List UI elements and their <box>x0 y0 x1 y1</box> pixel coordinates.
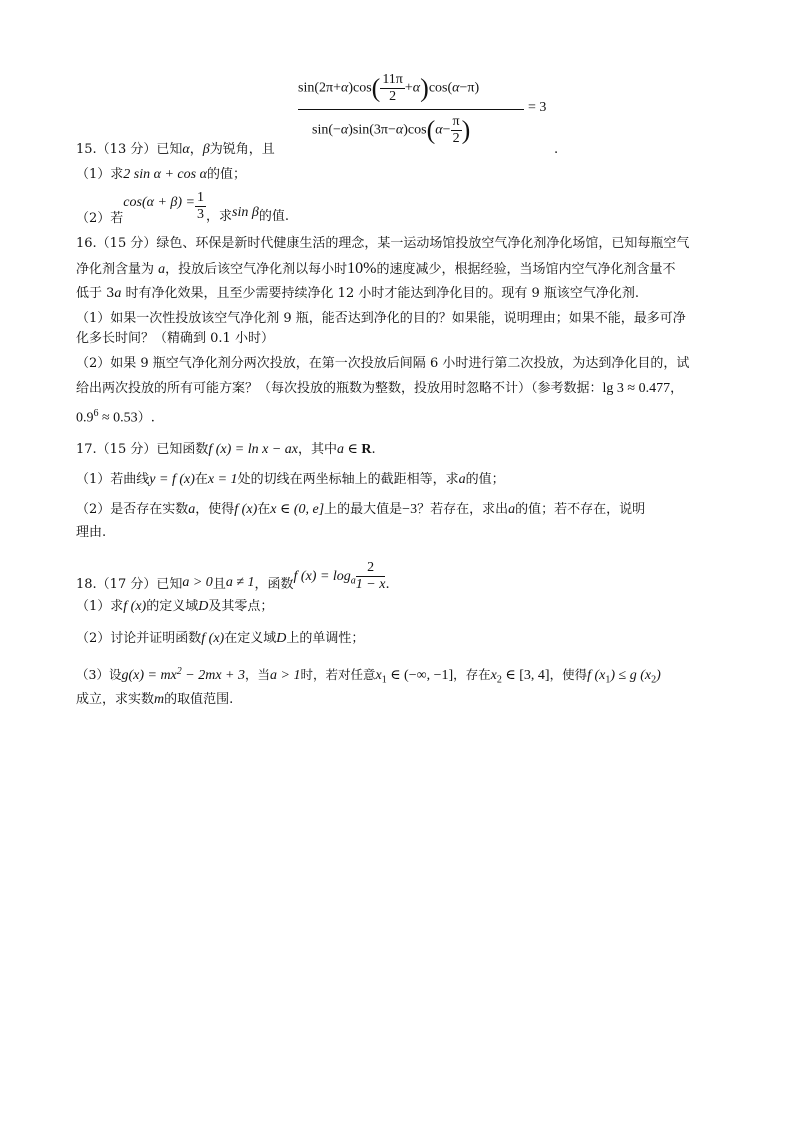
q16-line2 <box>76 259 676 280</box>
eq-numerator: sin(2π+α)cos( $\frac{11\pi}{2}$ +α)cos(α−π) <box>298 72 480 104</box>
q15-p2-lhs: cos(α + β) = <box>123 195 195 210</box>
eq-pi-den: 2 <box>452 131 460 146</box>
q17-p1-c: 处的切线在两坐标轴上的截距相等，求 <box>237 472 459 487</box>
eq-den-alpha-2: α <box>395 122 404 138</box>
q18-p3-d: ，存在 <box>453 667 491 683</box>
q17-part1 <box>76 470 505 490</box>
q18-head-b: 且 <box>212 577 226 592</box>
q15-p2-den: 3 <box>196 207 204 222</box>
q18-p3-cond: a > 1 <box>270 668 301 684</box>
q18-func-fraction <box>356 560 386 593</box>
q18-func-lhs: f (x) = log <box>293 569 351 584</box>
q18-p3-x2-set: ∈ [3, 4] <box>501 668 550 684</box>
q18-part2 <box>76 629 364 649</box>
q17-p2-b: ，使得 <box>195 502 235 517</box>
q18-func-den: 1 − x <box>355 577 386 592</box>
q18-p4-a: 成立，求实数 <box>76 692 155 707</box>
q18-p4-b: 的取值范围. <box>164 692 234 707</box>
q18-p3-g: g(x) = mx <box>121 668 177 684</box>
q15-p2-lead: （2）若 <box>76 211 124 226</box>
eq-rhs: = 3 <box>528 100 547 115</box>
q16-l2-var: a <box>158 262 166 277</box>
q17-part2 <box>76 500 645 520</box>
q18-part1 <box>76 597 273 617</box>
q18-p1-c: 及其零点； <box>208 599 274 614</box>
q15-p1-expr: 2 sin α + cos α <box>123 167 207 182</box>
eq-den-part-d: − <box>442 122 451 138</box>
q18-heading <box>76 560 390 595</box>
q18-p3-x1-set: ∈ (−∞, −1] <box>386 668 454 684</box>
q18-p3-x1: x <box>375 668 382 684</box>
q15-p2-tail: 的值. <box>258 209 289 224</box>
q18-p3-g-exp: 2 <box>176 666 182 677</box>
q18-cond2: a ≠ 1 <box>225 575 255 590</box>
q16-l2-a: 净化剂含量为 <box>76 262 159 277</box>
q17-p1-point: x = 1 <box>207 472 238 487</box>
q18-p3-g-rest: − 2mx + 3 <box>181 668 245 684</box>
q18-head-c: ，函数 <box>254 577 294 592</box>
eq-pi-fraction <box>451 114 462 147</box>
q18-p1-a: （1）求 <box>76 599 124 614</box>
eq-num-part-d: −π) <box>459 80 480 96</box>
q18-head-d: . <box>385 577 390 592</box>
q16-l8-rest: ≈ 0.53 <box>98 410 138 426</box>
q15-part2 <box>76 190 289 229</box>
q17-p2-a: （2）是否存在实数 <box>76 502 189 517</box>
q15-alpha: α <box>182 142 190 157</box>
q15-heading <box>76 140 275 160</box>
q18-p3-b: ，当 <box>244 667 270 683</box>
q17-cond-rest: ∈ <box>344 442 362 457</box>
q18-p1-D: D <box>198 599 209 614</box>
q16-l3-a: 低于 3 <box>76 286 115 301</box>
q17-heading <box>76 440 376 460</box>
q17-head-a: 17.（15 分）已知函数 <box>76 442 209 457</box>
q17-p1-curve: y = f (x) <box>149 472 195 487</box>
q18-head-a: 18.（17 分）已知 <box>76 577 183 592</box>
q18-part3 <box>76 662 661 691</box>
q15-p2-fraction <box>195 190 206 223</box>
q16-line7 <box>76 379 683 399</box>
q16-l2-b: ，投放后该空气净化剂以每小时 <box>165 262 348 277</box>
q18-p3-x2-sub: 2 <box>496 674 502 686</box>
q17-p2-dom: x ∈ (0, e] <box>270 502 325 517</box>
q15-head-text: 15.（13 分）已知 <box>76 142 183 157</box>
q16-line3 <box>76 284 639 304</box>
q18-p4-m: m <box>154 692 165 707</box>
q17-p1-a: （1）若曲线 <box>76 472 150 487</box>
q18-p2-a: （2）讨论并证明函数 <box>76 631 202 646</box>
q18-p2-b: 在定义域 <box>224 631 277 646</box>
eq-den-part-a: sin(− <box>312 122 341 138</box>
q15-part1 <box>76 165 246 185</box>
q16-l8-tail: ）. <box>137 410 155 426</box>
q18-part3-cont <box>76 690 233 710</box>
q15-p2-mid: ，求 <box>205 209 232 224</box>
q15-p1-tail: 的值； <box>206 167 246 182</box>
eq-inner-num: 11π <box>382 72 403 87</box>
q16-line8 <box>76 404 155 428</box>
q17-p2-val: −3 <box>402 502 418 517</box>
q15-condition-equation <box>298 66 547 150</box>
q15-head-tail: 为锐角，且 <box>209 142 275 157</box>
eq-num-part-c: cos( <box>428 80 453 96</box>
q17-p1-var: a <box>458 472 466 487</box>
q16-l2-pct: 10% <box>347 260 377 277</box>
q18-p2-func: f (x) <box>201 631 225 646</box>
eq-den-alpha-3: α <box>435 122 443 138</box>
q15-p2-expr: sin β <box>232 205 259 220</box>
eq-alpha-2: α <box>412 80 421 96</box>
q16-line6: （2）如果 9 瓶空气净化剂分两次投放，在第一次投放后间隔 6 小时进行第二次投放，为达到净化目的，试 <box>76 356 690 371</box>
q17-cond-var: a <box>337 442 345 457</box>
eq-den-part-c: )cos <box>403 122 427 138</box>
q18-p3-ineq-s1: 1 <box>605 674 611 686</box>
q17-p2-var2: a <box>508 502 516 517</box>
q18-func-base: a <box>350 575 356 587</box>
q16-l2-c: 的速度减少，根据经验，当场馆内空气净化剂含量不 <box>376 262 676 277</box>
q15-sep: ， <box>189 142 203 157</box>
q16-line1: 16.（15 分）绿色、环保是新时代健康生活的理念，某一运动场馆投放空气净化剂净化场馆，已知每瓶空气 <box>76 236 690 251</box>
q18-p2-D: D <box>276 631 287 646</box>
q17-p2-d: 上的最大值是 <box>324 502 403 517</box>
q16-l7-b: ， <box>670 381 684 396</box>
q18-p3-c: 时，若对任意 <box>300 667 376 683</box>
q15-beta: β <box>202 142 210 157</box>
eq-inner-fraction <box>380 72 405 105</box>
q16-l7-expr: lg 3 ≈ 0.477 <box>602 381 671 396</box>
q17-part2-cont: 理由. <box>76 525 107 540</box>
q17-head-b: ，其中 <box>298 442 338 457</box>
q15-period: . <box>554 142 559 157</box>
eq-fraction-bar <box>298 109 524 110</box>
q17-func: f (x) = ln x − ax <box>208 442 298 457</box>
q17-head-c: . <box>371 442 376 457</box>
q15-p1-lead: （1）求 <box>76 167 124 182</box>
q16-l8-exp: 6 <box>93 408 99 419</box>
eq-num-part-b: )cos <box>348 80 372 96</box>
q16-line5: 化多长时间？（精确到 0.1 小时） <box>76 331 274 346</box>
q16-l8-base: 0.9 <box>76 410 94 426</box>
q18-p3-e: ，使得 <box>549 667 588 683</box>
eq-pi-num: π <box>452 114 460 129</box>
q18-p1-b: 的定义域 <box>146 599 199 614</box>
q17-p2-func: f (x) <box>234 502 258 517</box>
q17-p2-e: ？若存在，求出 <box>417 502 509 517</box>
q18-p3-x1-sub: 1 <box>381 674 387 686</box>
q16-l3-b: 时有净化效果，且至少需要持续净化 12 小时才能达到净化目的。现有 9 瓶该空气净化剂. <box>121 286 640 301</box>
q16-line4: （1）如果一次性投放该空气净化剂 9 瓶，能否达到净化的目的？如果能，说明理由；如果不能，最多可净 <box>76 311 686 326</box>
eq-alpha-3: α <box>452 80 460 96</box>
eq-denominator: sin(−α)sin(3π−α)cos(α− $\frac{\pi}{2}$ ) <box>312 114 471 146</box>
q18-p3-ineq-c: ) <box>656 668 661 684</box>
eq-alpha: α <box>340 80 349 96</box>
q18-func-num: 2 <box>356 560 386 577</box>
q17-p1-b: 在 <box>194 472 208 487</box>
q18-p3-ineq-b: ) ≤ g (x <box>610 668 652 684</box>
q17-cond-set: R <box>361 442 372 457</box>
q18-p1-func: f (x) <box>123 599 147 614</box>
q16-l3-var: a <box>114 286 122 301</box>
q16-l7-a: 给出两次投放的所有可能方案？（每次投放的瓶数为整数，投放用时忽略不计）（参考数据： <box>76 381 603 396</box>
q18-p3-a: （3）设 <box>76 667 122 683</box>
eq-den-part-b: )sin(3π− <box>348 122 396 138</box>
q18-p2-c: 上的单调性； <box>286 631 365 646</box>
eq-num-part-a: sin(2π+ <box>298 80 341 96</box>
eq-inner-den: 2 <box>389 89 397 104</box>
q17-p2-var: a <box>188 502 196 517</box>
q17-p2-c: 在 <box>257 502 271 517</box>
q17-p1-d: 的值； <box>465 472 505 487</box>
q17-p2-f: 的值；若不存在，说明 <box>515 502 646 517</box>
eq-den-alpha: α <box>340 122 349 138</box>
q15-p2-num: 1 <box>196 190 204 205</box>
q18-cond1: a > 0 <box>182 575 213 590</box>
q18-p3-x2: x <box>490 668 497 684</box>
q18-p3-ineq-a: f (x <box>587 668 606 684</box>
q18-p3-ineq-s2: 2 <box>651 674 657 686</box>
